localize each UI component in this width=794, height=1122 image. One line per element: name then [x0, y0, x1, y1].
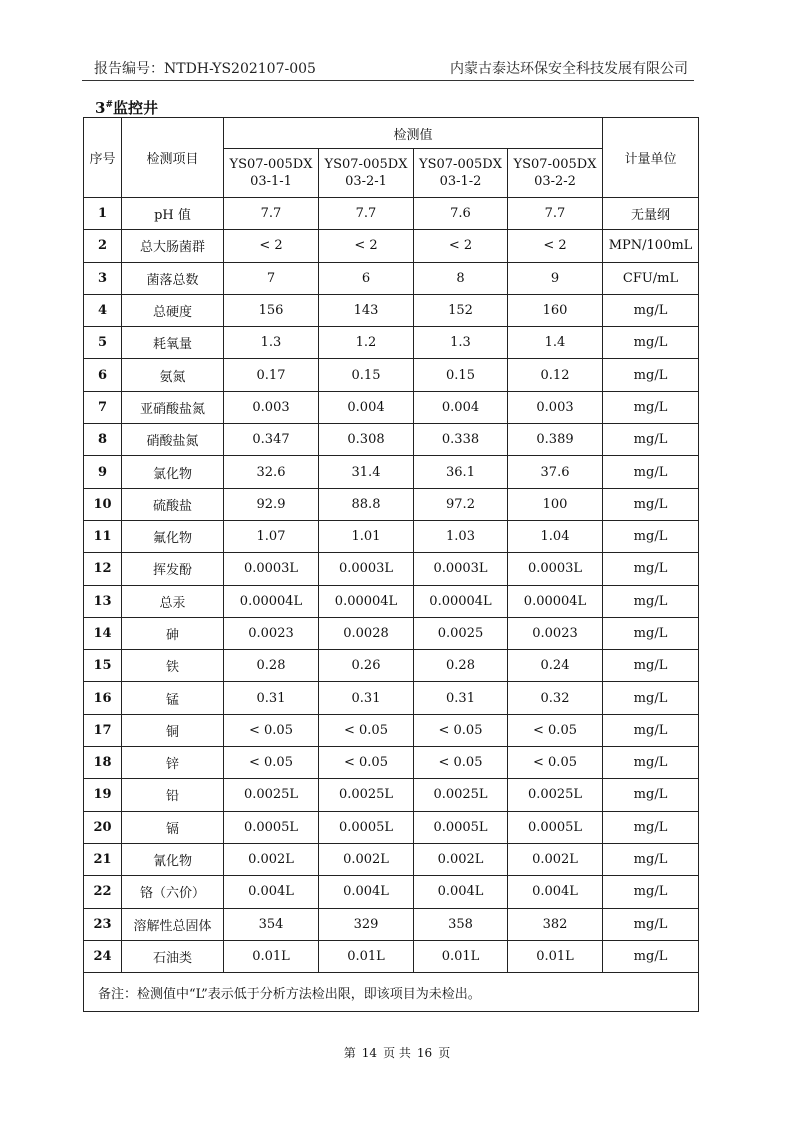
row-value: 1.07: [224, 520, 319, 552]
row-value: 0.0005L: [319, 811, 414, 843]
row-index: 16: [84, 682, 122, 714]
footer-suffix: 页: [438, 1046, 451, 1060]
row-unit: CFU/mL: [603, 262, 699, 294]
row-item: 锰: [122, 682, 224, 714]
row-value: 0.002L: [508, 843, 603, 875]
row-value: < 0.05: [414, 747, 508, 779]
row-index: 11: [84, 520, 122, 552]
section-title: [95, 97, 158, 118]
row-value: 156: [224, 294, 319, 326]
row-value: 0.01L: [508, 940, 603, 972]
row-value: < 2: [224, 230, 319, 262]
table-row: [84, 940, 699, 972]
row-item: 铬（六价）: [122, 876, 224, 908]
row-index: 13: [84, 585, 122, 617]
table-row: [84, 650, 699, 682]
row-value: 0.0028: [319, 617, 414, 649]
table-row: [84, 747, 699, 779]
sample-header: [414, 149, 508, 198]
sample-header: [319, 149, 414, 198]
row-item: 挥发酚: [122, 553, 224, 585]
row-item: 氰化物: [122, 843, 224, 875]
row-value: 7.7: [224, 198, 319, 230]
row-value: 0.0003L: [224, 553, 319, 585]
row-value: 0.389: [508, 424, 603, 456]
row-value: 0.004L: [319, 876, 414, 908]
row-index: 12: [84, 553, 122, 585]
row-value: 7.7: [319, 198, 414, 230]
row-value: 329: [319, 908, 414, 940]
row-index: 24: [84, 940, 122, 972]
table-note: 备注：检测值中“L”表示低于分析方法检出限，即该项目为未检出。: [84, 973, 699, 1012]
row-value: 6: [319, 262, 414, 294]
row-item: 溶解性总固体: [122, 908, 224, 940]
row-unit: mg/L: [603, 424, 699, 456]
table-row: [84, 262, 699, 294]
row-item: 铅: [122, 779, 224, 811]
row-value: 1.04: [508, 520, 603, 552]
table-row: [84, 682, 699, 714]
row-value: 0.31: [224, 682, 319, 714]
sample-id: 03-2-1: [345, 174, 387, 189]
row-value: 0.00004L: [508, 585, 603, 617]
row-item: 总大肠菌群: [122, 230, 224, 262]
sample-code: YS07-005DX: [513, 157, 597, 172]
table-row: [84, 456, 699, 488]
row-value: 88.8: [319, 488, 414, 520]
row-value: 0.0005L: [224, 811, 319, 843]
sample-id: 03-2-2: [534, 174, 576, 189]
row-index: 22: [84, 876, 122, 908]
table-row: [84, 843, 699, 875]
header-index: 序号: [84, 118, 122, 198]
results-table: [83, 117, 699, 1012]
row-value: 358: [414, 908, 508, 940]
row-index: 10: [84, 488, 122, 520]
table-row: [84, 488, 699, 520]
row-unit: mg/L: [603, 940, 699, 972]
row-value: 0.002L: [414, 843, 508, 875]
row-value: 7.6: [414, 198, 508, 230]
row-value: 143: [319, 294, 414, 326]
row-value: 100: [508, 488, 603, 520]
row-value: 0.28: [414, 650, 508, 682]
table-row: [84, 294, 699, 326]
row-index: 7: [84, 391, 122, 423]
row-value: 1.3: [224, 327, 319, 359]
sample-id: 03-1-1: [250, 174, 292, 189]
row-item: 石油类: [122, 940, 224, 972]
row-value: 0.002L: [224, 843, 319, 875]
table-row: [84, 520, 699, 552]
table-row: [84, 714, 699, 746]
table-row: [84, 617, 699, 649]
table-row: [84, 230, 699, 262]
row-value: 0.004L: [224, 876, 319, 908]
row-value: 0.00004L: [224, 585, 319, 617]
row-value: 0.0005L: [414, 811, 508, 843]
row-item: 菌落总数: [122, 262, 224, 294]
page-total: 16: [416, 1046, 433, 1060]
row-index: 18: [84, 747, 122, 779]
row-value: 0.31: [319, 682, 414, 714]
row-unit: mg/L: [603, 617, 699, 649]
row-unit: mg/L: [603, 747, 699, 779]
row-unit: mg/L: [603, 488, 699, 520]
table-row: [84, 327, 699, 359]
row-value: 0.308: [319, 424, 414, 456]
row-unit: MPN/100mL: [603, 230, 699, 262]
row-unit: mg/L: [603, 456, 699, 488]
row-value: 0.003: [224, 391, 319, 423]
row-item: 铜: [122, 714, 224, 746]
table-row: [84, 876, 699, 908]
row-value: 0.0005L: [508, 811, 603, 843]
row-value: 36.1: [414, 456, 508, 488]
row-value: 0.15: [319, 359, 414, 391]
row-value: 0.002L: [319, 843, 414, 875]
row-value: < 0.05: [224, 747, 319, 779]
row-index: 8: [84, 424, 122, 456]
row-value: 0.31: [414, 682, 508, 714]
row-value: 0.0003L: [508, 553, 603, 585]
row-value: < 2: [414, 230, 508, 262]
row-value: 0.003: [508, 391, 603, 423]
row-item: 总硬度: [122, 294, 224, 326]
section-number: 3: [95, 99, 106, 117]
table-row: [84, 585, 699, 617]
table-row: [84, 198, 699, 230]
row-value: 0.0003L: [319, 553, 414, 585]
row-value: 97.2: [414, 488, 508, 520]
row-value: 0.15: [414, 359, 508, 391]
row-value: 0.0025L: [508, 779, 603, 811]
row-value: < 2: [508, 230, 603, 262]
row-value: 0.12: [508, 359, 603, 391]
row-value: < 2: [319, 230, 414, 262]
row-value: 0.004: [414, 391, 508, 423]
sample-code: YS07-005DX: [229, 157, 313, 172]
sample-header: [508, 149, 603, 198]
row-value: 0.004L: [414, 876, 508, 908]
row-value: 0.01L: [414, 940, 508, 972]
page-header: [82, 56, 694, 78]
row-value: 0.347: [224, 424, 319, 456]
row-unit: 无量纲: [603, 198, 699, 230]
row-item: 氯化物: [122, 456, 224, 488]
row-unit: mg/L: [603, 779, 699, 811]
row-value: 160: [508, 294, 603, 326]
row-value: 0.0025L: [414, 779, 508, 811]
page-number: 14: [361, 1046, 378, 1060]
sample-code: YS07-005DX: [419, 157, 502, 172]
row-unit: mg/L: [603, 811, 699, 843]
row-item: 硝酸盐氮: [122, 424, 224, 456]
header-item: 检测项目: [122, 118, 224, 198]
table-row: [84, 811, 699, 843]
row-item: 铁: [122, 650, 224, 682]
table-row: [84, 424, 699, 456]
row-item: 锌: [122, 747, 224, 779]
row-unit: mg/L: [603, 359, 699, 391]
table-row: [84, 779, 699, 811]
row-value: 0.004: [319, 391, 414, 423]
row-value: 0.0025: [414, 617, 508, 649]
row-value: 0.32: [508, 682, 603, 714]
row-value: 0.26: [319, 650, 414, 682]
section-number-mark: #: [105, 100, 113, 110]
row-value: 0.00004L: [414, 585, 508, 617]
row-value: 0.28: [224, 650, 319, 682]
row-value: < 0.05: [414, 714, 508, 746]
row-item: 总汞: [122, 585, 224, 617]
row-value: 0.00004L: [319, 585, 414, 617]
sample-header: [224, 149, 319, 198]
page-footer: [0, 1044, 794, 1061]
header-values: 检测值: [224, 118, 603, 149]
row-value: 1.01: [319, 520, 414, 552]
row-value: 92.9: [224, 488, 319, 520]
row-unit: mg/L: [603, 520, 699, 552]
row-value: 7: [224, 262, 319, 294]
table-body: [84, 198, 699, 973]
row-unit: mg/L: [603, 876, 699, 908]
row-unit: mg/L: [603, 843, 699, 875]
row-value: 1.4: [508, 327, 603, 359]
row-value: 1.2: [319, 327, 414, 359]
row-item: 镉: [122, 811, 224, 843]
row-value: 0.0003L: [414, 553, 508, 585]
row-value: 0.0025L: [224, 779, 319, 811]
row-index: 2: [84, 230, 122, 262]
row-value: 8: [414, 262, 508, 294]
row-index: 1: [84, 198, 122, 230]
row-index: 5: [84, 327, 122, 359]
row-unit: mg/L: [603, 327, 699, 359]
row-item: 氟化物: [122, 520, 224, 552]
row-item: 硫酸盐: [122, 488, 224, 520]
row-index: 6: [84, 359, 122, 391]
row-item: 耗氧量: [122, 327, 224, 359]
row-value: 37.6: [508, 456, 603, 488]
table-row: [84, 391, 699, 423]
row-index: 4: [84, 294, 122, 326]
footer-prefix: 第: [343, 1046, 356, 1060]
row-unit: mg/L: [603, 585, 699, 617]
table-row: [84, 553, 699, 585]
row-value: < 0.05: [508, 714, 603, 746]
sample-id: 03-1-2: [439, 174, 482, 189]
row-unit: mg/L: [603, 714, 699, 746]
row-value: < 0.05: [319, 714, 414, 746]
row-value: 354: [224, 908, 319, 940]
row-index: 9: [84, 456, 122, 488]
row-value: 0.01L: [224, 940, 319, 972]
row-value: 0.01L: [319, 940, 414, 972]
row-value: 152: [414, 294, 508, 326]
row-value: 0.004L: [508, 876, 603, 908]
row-item: 砷: [122, 617, 224, 649]
row-index: 3: [84, 262, 122, 294]
row-index: 15: [84, 650, 122, 682]
table-row: [84, 908, 699, 940]
header-divider: [82, 80, 694, 81]
row-value: 0.17: [224, 359, 319, 391]
table-row: [84, 359, 699, 391]
row-value: < 0.05: [319, 747, 414, 779]
company-name: 内蒙古泰达环保安全科技发展有限公司: [450, 61, 688, 77]
header-unit: 计量单位: [603, 118, 699, 198]
footer-mid: 页 共: [383, 1046, 411, 1060]
row-unit: mg/L: [603, 294, 699, 326]
row-value: 0.0023: [508, 617, 603, 649]
row-value: 0.0025L: [319, 779, 414, 811]
row-index: 21: [84, 843, 122, 875]
row-value: < 0.05: [224, 714, 319, 746]
sample-code: YS07-005DX: [324, 157, 408, 172]
row-value: 1.3: [414, 327, 508, 359]
row-item: 氨氮: [122, 359, 224, 391]
row-index: 17: [84, 714, 122, 746]
row-value: 1.03: [414, 520, 508, 552]
row-value: < 0.05: [508, 747, 603, 779]
row-unit: mg/L: [603, 391, 699, 423]
row-unit: mg/L: [603, 553, 699, 585]
row-value: 0.24: [508, 650, 603, 682]
row-value: 31.4: [319, 456, 414, 488]
row-index: 14: [84, 617, 122, 649]
section-label: 监控井: [112, 99, 158, 117]
row-value: 32.6: [224, 456, 319, 488]
row-value: 0.338: [414, 424, 508, 456]
row-index: 23: [84, 908, 122, 940]
row-index: 20: [84, 811, 122, 843]
report-number: 报告编号：NTDH-YS202107-005: [94, 61, 316, 77]
row-index: 19: [84, 779, 122, 811]
row-value: 9: [508, 262, 603, 294]
row-unit: mg/L: [603, 682, 699, 714]
row-item: 亚硝酸盐氮: [122, 391, 224, 423]
row-item: pH 值: [122, 198, 224, 230]
row-unit: mg/L: [603, 650, 699, 682]
row-value: 0.0023: [224, 617, 319, 649]
row-value: 382: [508, 908, 603, 940]
row-unit: mg/L: [603, 908, 699, 940]
row-value: 7.7: [508, 198, 603, 230]
